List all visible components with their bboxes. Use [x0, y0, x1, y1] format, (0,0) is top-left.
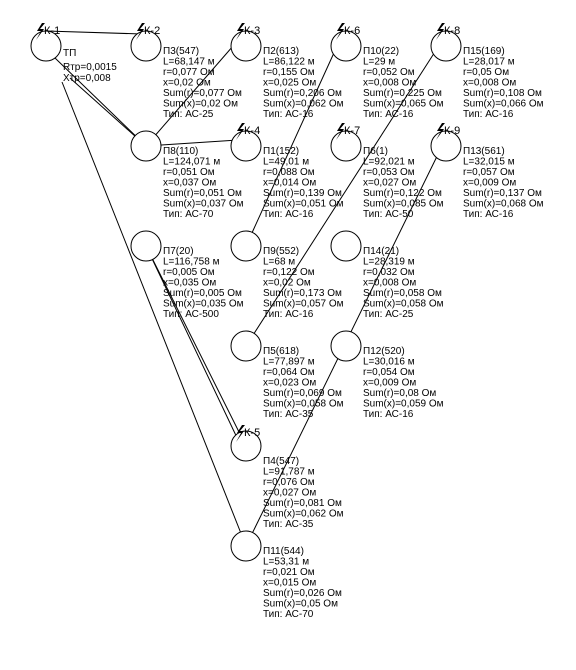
- node-label-p10: L=29 м: [363, 56, 396, 68]
- node-label-p7: r=0,005 Ом: [163, 267, 215, 278]
- node-label-p4: Sum(x)=0,062 Ом: [263, 508, 344, 520]
- node-label-p1: x=0,014 Ом: [263, 177, 317, 189]
- node-label-p6: Тип: АС-50: [363, 209, 414, 220]
- node-label-p7: L=116,758 м: [163, 256, 220, 268]
- node-label-p9: r=0,122 Ом: [263, 267, 315, 278]
- connection-line: [46, 31, 142, 34]
- breaker-label: К-7: [344, 125, 361, 137]
- node-label-p4: r=0,076 Ом: [263, 477, 315, 488]
- breaker-label: К-5: [244, 427, 261, 439]
- node-label-p8: L=124,071 м: [163, 156, 221, 168]
- node-label-p6: L=92,021 м: [363, 156, 415, 168]
- node-label-p10: Sum(r)=0,225 Ом: [363, 88, 442, 99]
- node-label-p10: Sum(x)=0,065 Ом: [363, 98, 444, 110]
- node-label-p3: L=68,147 м: [163, 56, 215, 68]
- breaker-label: К-6: [344, 25, 361, 37]
- node-label-p14: Sum(r)=0,058 Ом: [363, 288, 442, 299]
- node-label-p5: r=0,064 Ом: [263, 367, 315, 378]
- node-label-p5: Sum(r)=0,069 Ом: [263, 388, 342, 399]
- breaker-label: К-4: [244, 125, 261, 137]
- node-circle-p12: [331, 331, 361, 361]
- node-label-p8: П8(110): [163, 146, 199, 157]
- node-label-p13: x=0,009 Ом: [463, 177, 517, 189]
- node-label-p3: r=0,077 Ом: [163, 67, 215, 78]
- breaker-label: К-8: [444, 25, 461, 37]
- tp-xtr: Xтр=0,008: [63, 73, 111, 84]
- node-label-p12: Sum(x)=0,059 Ом: [363, 398, 444, 410]
- node-label-p11: Sum(r)=0,026 Ом: [263, 588, 342, 599]
- node-label-p7: x=0,035 Ом: [163, 277, 217, 289]
- node-label-p10: П10(22): [363, 46, 400, 57]
- node-label-p11: Тип: АС-70: [263, 609, 314, 620]
- node-label-p11: r=0,021 Ом: [263, 567, 315, 578]
- node-label-p12: L=30,016 м: [363, 356, 415, 368]
- node-label-p14: x=0,008 Ом: [363, 277, 417, 289]
- node-label-p9: x=0,02 Ом: [263, 277, 311, 289]
- node-label-p2: L=86,122 м: [263, 56, 315, 68]
- node-label-p5: П5(618): [263, 346, 300, 357]
- node-label-p3: Тип: АС-25: [163, 109, 214, 120]
- node-label-p2: x=0,025 Ом: [263, 77, 317, 89]
- node-label-p13: Тип: АС-16: [463, 209, 514, 220]
- node-label-p15: Sum(r)=0,108 Ом: [463, 88, 542, 99]
- node-label-p9: Sum(x)=0,057 Ом: [263, 298, 344, 310]
- transformer-info: [63, 48, 117, 84]
- node-label-p15: L=28,017 м: [463, 56, 515, 68]
- node-label-p14: r=0,032 Ом: [363, 267, 415, 278]
- node-label-p10: x=0,008 Ом: [363, 77, 417, 89]
- node-label-p11: L=53,31 м: [263, 556, 310, 568]
- node-label-p15: Sum(x)=0,066 Ом: [463, 98, 544, 110]
- node-circle-p9: [231, 231, 261, 261]
- breaker-label: К-3: [244, 25, 261, 37]
- breaker-label: К-1: [44, 25, 61, 37]
- breaker-label: К-2: [144, 25, 161, 37]
- node-circle-p8: [131, 131, 161, 161]
- node-label-p4: Sum(r)=0,081 Ом: [263, 498, 342, 509]
- node-label-p7: Тип: АС-500: [163, 309, 219, 320]
- node-label-p6: Sum(x)=0,085 Ом: [363, 198, 444, 210]
- node-label-p7: Sum(x)=0,035 Ом: [163, 298, 244, 310]
- node-label-p2: П2(613): [263, 46, 300, 57]
- node-label-p4: L=91,787 м: [263, 466, 315, 478]
- node-label-p8: Sum(r)=0,051 Ом: [163, 188, 242, 199]
- node-label-p2: Sum(r)=0,206 Ом: [263, 88, 342, 99]
- node-label-p2: Sum(x)=0,062 Ом: [263, 98, 344, 110]
- node-label-p10: Тип: АС-16: [363, 109, 414, 120]
- node-label-p1: Sum(x)=0,051 Ом: [263, 198, 344, 210]
- node-label-p13: L=32,015 м: [463, 156, 515, 168]
- node-label-p6: x=0,027 Ом: [363, 177, 417, 189]
- node-label-p9: П9(552): [263, 246, 300, 257]
- node-label-p3: П3(547): [163, 46, 200, 57]
- node-label-p13: Sum(r)=0,137 Ом: [463, 188, 542, 199]
- node-label-p14: П14(21): [363, 246, 400, 257]
- node-label-p14: Sum(x)=0,058 Ом: [363, 298, 444, 310]
- node-label-p10: r=0,052 Ом: [363, 67, 415, 78]
- node-label-p3: x=0,02 Ом: [163, 77, 211, 89]
- node-label-p14: L=28,319 м: [363, 256, 415, 268]
- node-circle-p14: [331, 231, 361, 261]
- node-label-p1: Тип: АС-16: [263, 209, 314, 220]
- node-label-p7: Sum(r)=0,005 Ом: [163, 288, 242, 299]
- node-label-p11: x=0,015 Ом: [263, 577, 317, 589]
- node-label-p8: Sum(x)=0,037 Ом: [163, 198, 244, 210]
- node-label-p5: Sum(x)=0,058 Ом: [263, 398, 344, 410]
- node-label-p12: Тип: АС-16: [363, 409, 414, 420]
- node-label-p4: П4(547): [263, 456, 300, 467]
- node-label-p12: x=0,009 Ом: [363, 377, 417, 389]
- node-label-p2: Тип: АС-16: [263, 109, 314, 120]
- node-label-p5: L=77,897 м: [263, 356, 315, 368]
- node-label-p9: Тип: АС-16: [263, 309, 314, 320]
- node-label-p15: r=0,05 Ом: [463, 67, 510, 78]
- node-label-p3: Sum(x)=0,02 Ом: [163, 98, 238, 110]
- node-label-p8: x=0,037 Ом: [163, 177, 217, 189]
- node-label-p9: L=68 м: [263, 256, 296, 268]
- node-label-p5: Тип: АС-35: [263, 409, 314, 420]
- node-label-p12: Sum(r)=0,08 Ом: [363, 388, 437, 399]
- node-circle-p7: [131, 231, 161, 261]
- node-label-p6: П6(1): [363, 146, 388, 157]
- node-label-p1: r=0,088 Ом: [263, 167, 315, 178]
- node-label-p15: x=0,008 Ом: [463, 77, 517, 89]
- node-label-p12: П12(520): [363, 346, 405, 357]
- node-label-p5: x=0,023 Ом: [263, 377, 317, 389]
- tp-rtr: Rтр=0,0015: [63, 62, 117, 73]
- node-circle-p11: [231, 531, 261, 561]
- node-label-p1: П1(152): [263, 146, 300, 157]
- node-label-p13: Sum(x)=0,068 Ом: [463, 198, 544, 210]
- node-label-p7: П7(20): [163, 246, 194, 257]
- node-label-p12: r=0,054 Ом: [363, 367, 415, 378]
- breaker-label: К-9: [444, 125, 461, 137]
- tp-label: ТП: [63, 48, 77, 59]
- node-circle-p5: [231, 331, 261, 361]
- node-label-p15: Тип: АС-16: [463, 109, 514, 120]
- node-label-p13: r=0,057 Ом: [463, 167, 515, 178]
- node-label-p1: L=49,01 м: [263, 156, 310, 168]
- node-label-p3: Sum(r)=0,077 Ом: [163, 88, 242, 99]
- node-label-p4: x=0,027 Ом: [263, 487, 317, 499]
- node-label-p11: П11(544): [263, 546, 304, 557]
- node-label-p8: Тип: АС-70: [163, 209, 214, 220]
- node-label-p6: r=0,053 Ом: [363, 167, 415, 178]
- node-label-p9: Sum(r)=0,173 Ом: [263, 288, 342, 299]
- node-label-p4: Тип: АС-35: [263, 519, 314, 530]
- node-label-p8: r=0,051 Ом: [163, 167, 215, 178]
- node-label-p15: П15(169): [463, 46, 505, 57]
- node-label-p6: Sum(r)=0,122 Ом: [363, 188, 442, 199]
- node-label-p11: Sum(x)=0,05 Ом: [263, 598, 338, 610]
- node-label-p13: П13(561): [463, 146, 505, 157]
- node-label-p14: Тип: АС-25: [363, 309, 414, 320]
- node-label-p1: Sum(r)=0,139 Ом: [263, 188, 342, 199]
- node-label-p2: r=0,155 Ом: [263, 67, 315, 78]
